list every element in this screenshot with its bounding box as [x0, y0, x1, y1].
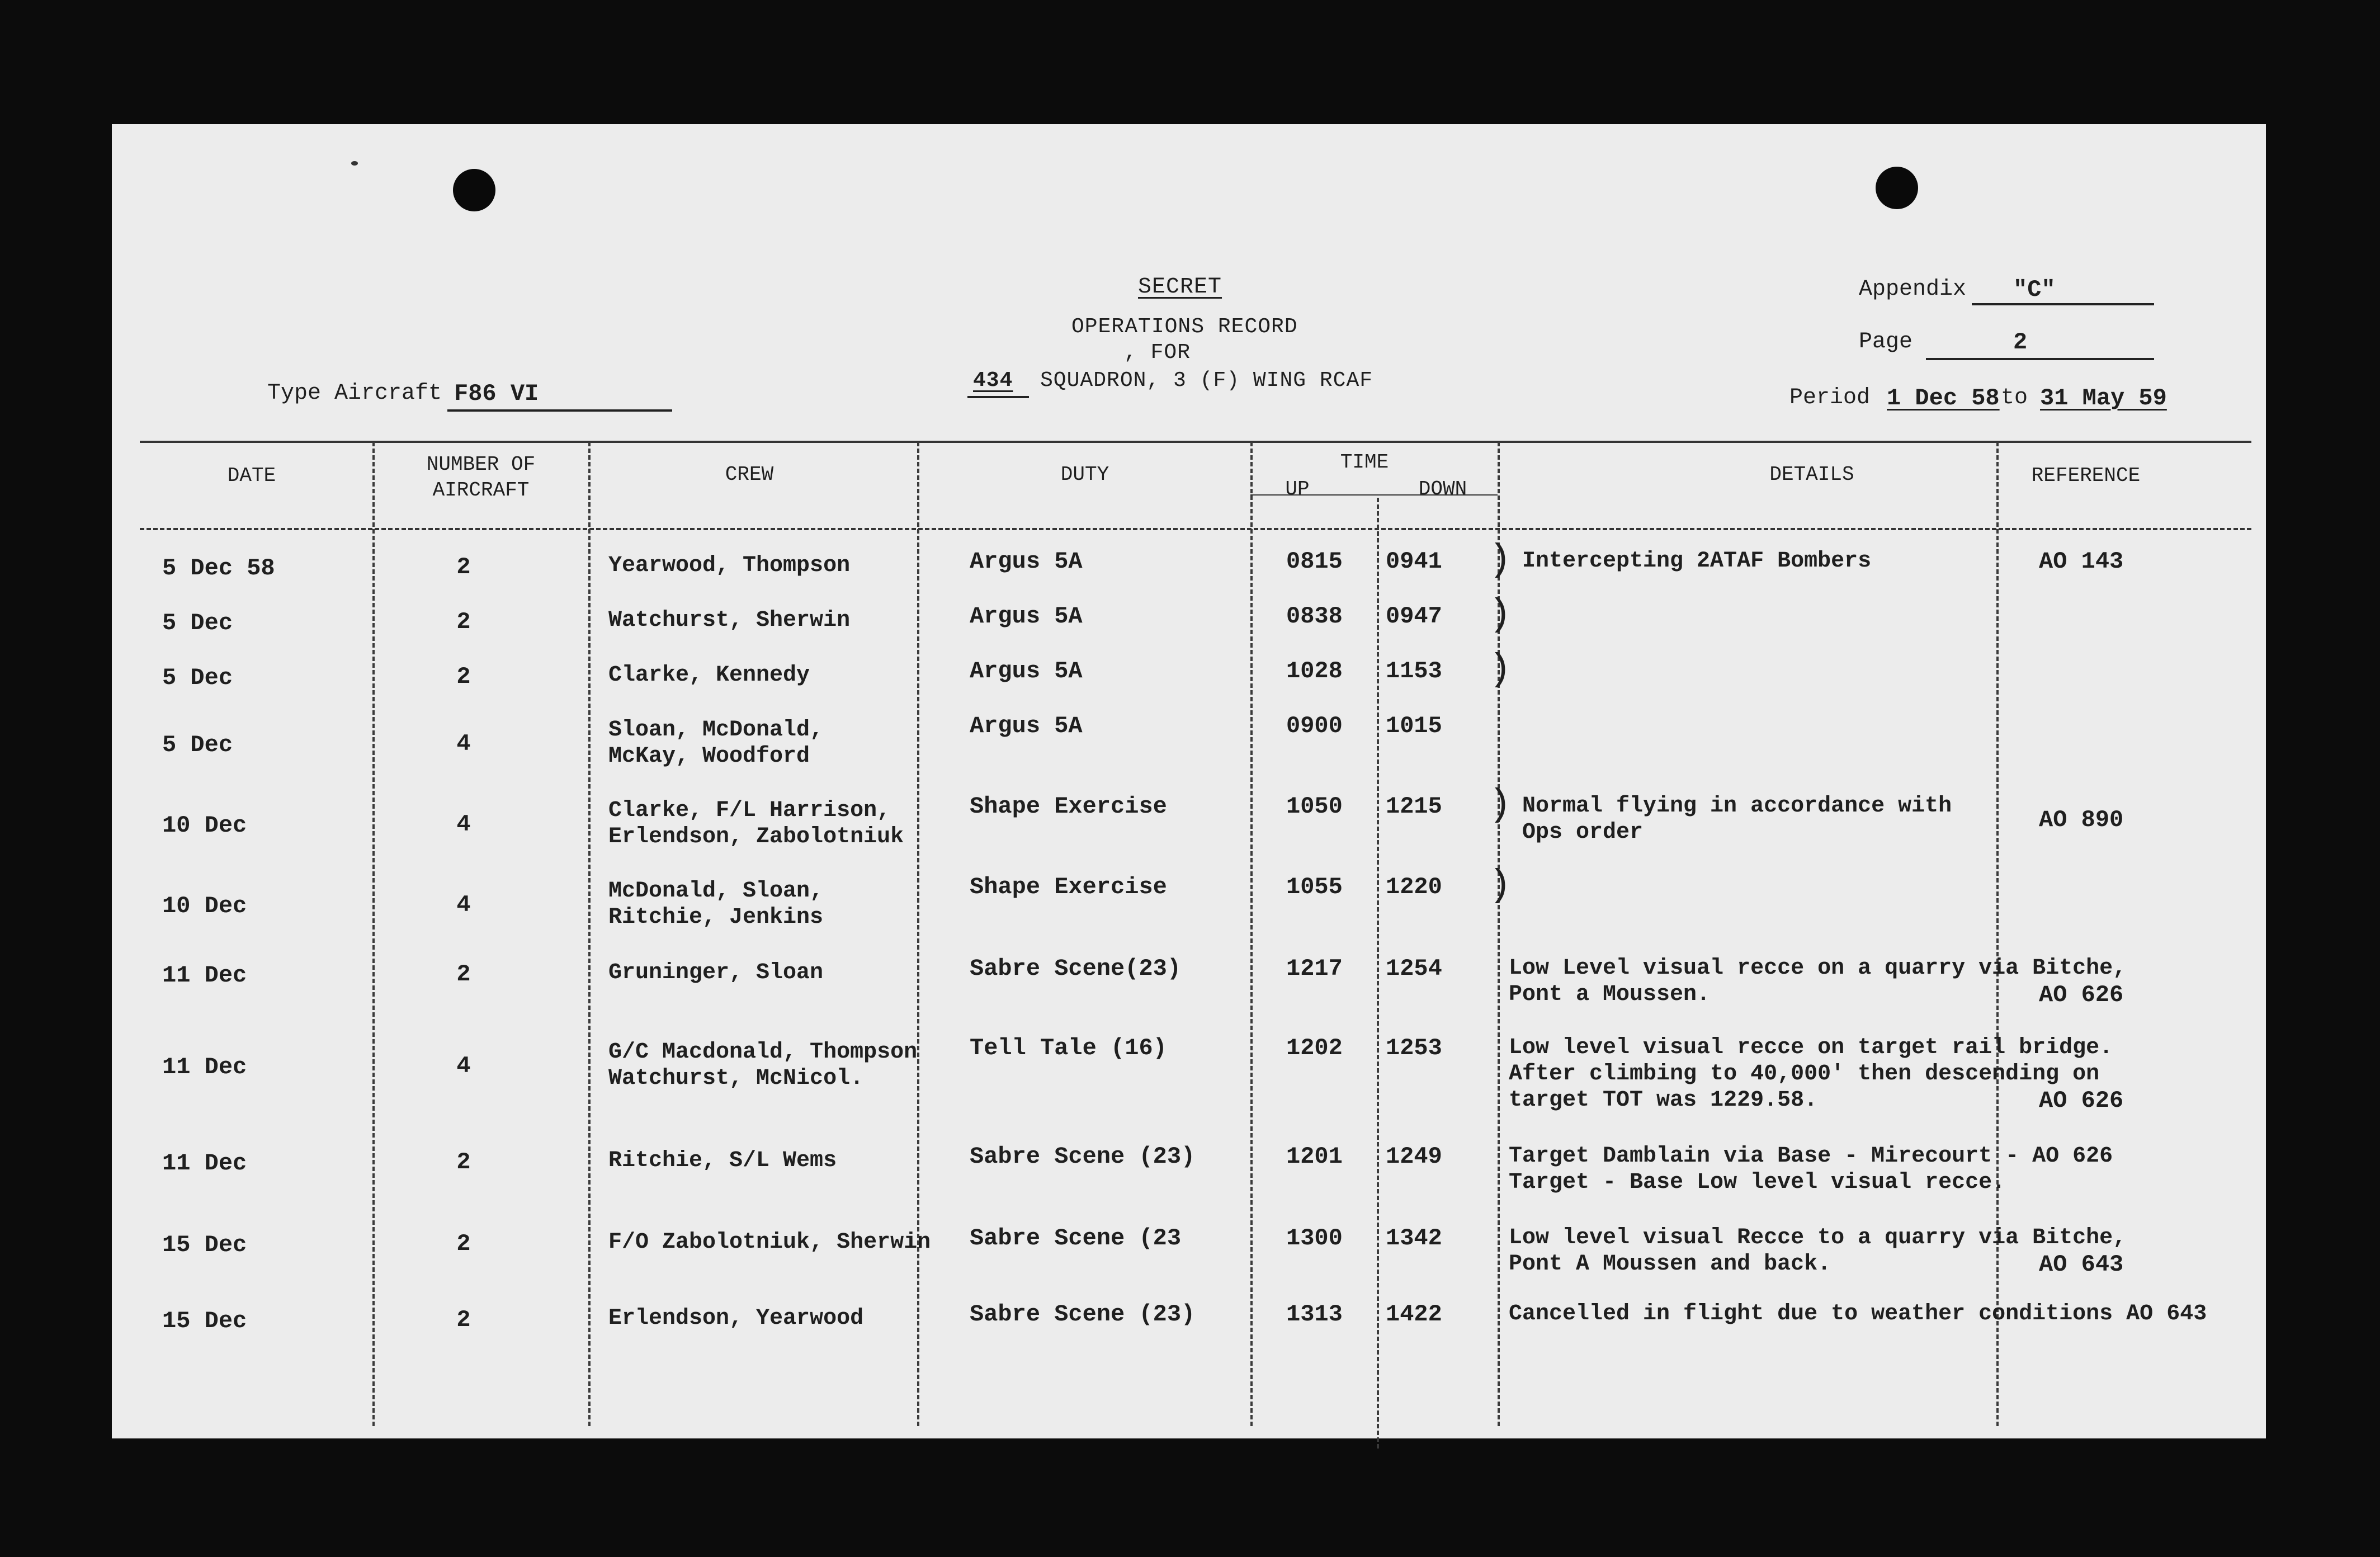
row-aircraft-count: 4: [456, 811, 471, 838]
row-time-up: 1201: [1286, 1143, 1343, 1170]
row-crew: Erlendson, Yearwood: [608, 1306, 864, 1331]
row-crew: Clarke, Kennedy: [608, 663, 810, 688]
row-aircraft-count: 2: [456, 1306, 471, 1333]
column-header-details: DETAILS: [1769, 463, 1854, 486]
row-time-up: 1300: [1286, 1225, 1343, 1252]
ink-speck: [351, 161, 358, 166]
row-time-up: 0815: [1286, 548, 1343, 575]
row-reference: AO 626: [2039, 982, 2124, 1008]
row-duty: Sabre Scene (23): [970, 1143, 1196, 1170]
row-bracket: ): [1489, 864, 1512, 907]
table-header-rule: [140, 528, 2251, 530]
column-header-aircraft-line1: NUMBER OF: [426, 453, 536, 476]
row-date: 5 Dec: [162, 610, 233, 636]
row-crew: Sloan, McDonald, McKay, Woodford: [608, 718, 824, 770]
period-from: 1 Dec 58: [1887, 385, 2000, 412]
row-time-down: 1215: [1386, 793, 1442, 820]
period-label: Period: [1789, 385, 1871, 411]
row-duty: Sabre Scene(23): [970, 955, 1182, 982]
row-crew: Ritchie, S/L Wems: [608, 1148, 837, 1173]
row-bracket: ): [1489, 648, 1512, 691]
row-details: Intercepting 2ATAF Bombers: [1522, 549, 1872, 574]
row-reference: AO 143: [2039, 548, 2124, 575]
row-details: Target Damblain via Base - Mirecourt - AO 626 Target - Base Low level visual recce.: [1509, 1144, 2113, 1196]
row-aircraft-count: 4: [456, 891, 471, 918]
row-time-down: 0947: [1386, 603, 1442, 630]
appendix-line: [1972, 303, 2154, 305]
row-date: 15 Dec: [162, 1232, 247, 1258]
appendix-value: "C": [2013, 276, 2056, 303]
row-time-down: 1342: [1386, 1225, 1442, 1252]
page-line: [1926, 358, 2154, 360]
row-bracket: ): [1489, 539, 1512, 582]
page-label: Page: [1859, 329, 1913, 355]
row-crew: Yearwood, Thompson: [608, 553, 851, 578]
row-time-down: 1249: [1386, 1143, 1442, 1170]
row-time-up: 0900: [1286, 713, 1343, 739]
row-aircraft-count: 4: [456, 730, 471, 757]
row-duty: Tell Tale (16): [970, 1035, 1167, 1061]
row-date: 5 Dec 58: [162, 555, 275, 582]
row-time-down: 0941: [1386, 548, 1442, 575]
classification-label: SECRET: [1138, 275, 1222, 300]
row-duty: Argus 5A: [970, 603, 1083, 630]
row-duty: Shape Exercise: [970, 793, 1167, 820]
column-divider-details: [1996, 442, 1999, 1426]
row-time-down: 1254: [1386, 955, 1442, 982]
column-header-crew: CREW: [725, 463, 774, 486]
squadron-number: 434: [973, 369, 1013, 393]
column-header-duty: DUTY: [1060, 463, 1109, 486]
row-aircraft-count: 2: [456, 1230, 471, 1257]
period-to-label: to: [2001, 385, 2028, 411]
type-aircraft-line: [447, 409, 672, 412]
column-header-up: UP: [1285, 478, 1310, 501]
row-aircraft-count: 2: [456, 961, 471, 988]
row-date: 10 Dec: [162, 893, 247, 919]
row-time-up: 1050: [1286, 793, 1343, 820]
row-details: Low Level visual recce on a quarry via Bitche, Pont a Moussen.: [1509, 956, 2127, 1008]
column-divider-time: [1377, 498, 1379, 1449]
row-date: 11 Dec: [162, 1054, 247, 1081]
row-time-up: 1217: [1286, 955, 1343, 982]
column-divider-crew: [917, 442, 919, 1426]
row-reference: AO 626: [2039, 1087, 2124, 1114]
row-bracket: ): [1489, 593, 1512, 636]
column-header-aircraft-line2: AIRCRAFT: [432, 479, 530, 502]
squadron-number-underline: [967, 396, 1029, 398]
row-time-down: 1153: [1386, 658, 1442, 685]
type-aircraft-value: F86 VI: [454, 380, 539, 407]
row-crew: G/C Macdonald, Thompson Watchurst, McNicol.: [608, 1040, 918, 1092]
column-divider-down: [1498, 442, 1500, 1426]
record-title: OPERATIONS RECORD: [1071, 315, 1298, 339]
record-sheet: [112, 124, 2266, 1438]
column-header-time: TIME: [1340, 451, 1389, 474]
row-aircraft-count: 2: [456, 1149, 471, 1176]
row-time-down: 1220: [1386, 874, 1442, 900]
row-details: Normal flying in accordance with Ops order: [1522, 794, 1952, 846]
row-aircraft-count: 4: [456, 1053, 471, 1079]
row-date: 11 Dec: [162, 962, 247, 989]
record-title-for: , FOR: [1124, 341, 1191, 365]
row-details: Low level visual recce on target rail bridge. After climbing to 40,000' then descending on target TOT was 1229.58.: [1509, 1035, 2113, 1114]
row-time-down: 1422: [1386, 1301, 1442, 1328]
row-time-down: 1015: [1386, 713, 1442, 739]
row-time-up: 1055: [1286, 874, 1343, 900]
row-aircraft-count: 2: [456, 608, 471, 635]
column-header-down: DOWN: [1418, 478, 1467, 501]
page-value: 2: [2013, 329, 2028, 356]
squadron-name: SQUADRON, 3 (F) WING RCAF: [1040, 369, 1373, 393]
column-divider-aircraft: [588, 442, 591, 1426]
punch-hole-left: [453, 169, 495, 211]
column-header-reference: REFERENCE: [2031, 464, 2141, 487]
type-aircraft-label: Type Aircraft: [267, 381, 442, 406]
row-reference: AO 643: [2039, 1251, 2124, 1278]
row-date: 5 Dec: [162, 732, 233, 758]
appendix-label: Appendix: [1859, 277, 1967, 302]
row-crew: F/O Zabolotniuk, Sherwin: [608, 1230, 931, 1255]
row-crew: McDonald, Sloan, Ritchie, Jenkins: [608, 879, 824, 931]
row-crew: Gruninger, Sloan: [608, 960, 824, 985]
row-bracket: ): [1489, 784, 1512, 827]
row-crew: Watchurst, Sherwin: [608, 608, 851, 633]
row-date: 11 Dec: [162, 1150, 247, 1177]
row-details: Cancelled in flight due to weather conditions AO 643: [1509, 1301, 2207, 1327]
row-reference: AO 890: [2039, 806, 2124, 833]
row-date: 5 Dec: [162, 664, 233, 691]
column-header-date: DATE: [227, 464, 276, 487]
row-duty: Argus 5A: [970, 658, 1083, 685]
row-duty: Sabre Scene (23: [970, 1225, 1182, 1252]
period-to: 31 May 59: [2040, 385, 2167, 412]
column-divider-duty: [1250, 442, 1253, 1426]
row-aircraft-count: 2: [456, 663, 471, 690]
row-duty: Argus 5A: [970, 548, 1083, 575]
row-time-up: 0838: [1286, 603, 1343, 630]
row-crew: Clarke, F/L Harrison, Erlendson, Zabolotniuk: [608, 798, 904, 850]
column-divider-date: [372, 442, 375, 1426]
row-time-up: 1202: [1286, 1035, 1343, 1061]
table-top-rule: [140, 441, 2251, 443]
row-details: Low level visual Recce to a quarry via Bitche, Pont A Moussen and back.: [1509, 1225, 2127, 1277]
row-time-up: 1313: [1286, 1301, 1343, 1328]
punch-hole-right: [1876, 167, 1918, 209]
row-duty: Shape Exercise: [970, 874, 1167, 900]
row-date: 15 Dec: [162, 1308, 247, 1334]
row-date: 10 Dec: [162, 812, 247, 839]
row-duty: Sabre Scene (23): [970, 1301, 1196, 1328]
row-duty: Argus 5A: [970, 713, 1083, 739]
row-aircraft-count: 2: [456, 554, 471, 581]
row-time-up: 1028: [1286, 658, 1343, 685]
row-time-down: 1253: [1386, 1035, 1442, 1061]
